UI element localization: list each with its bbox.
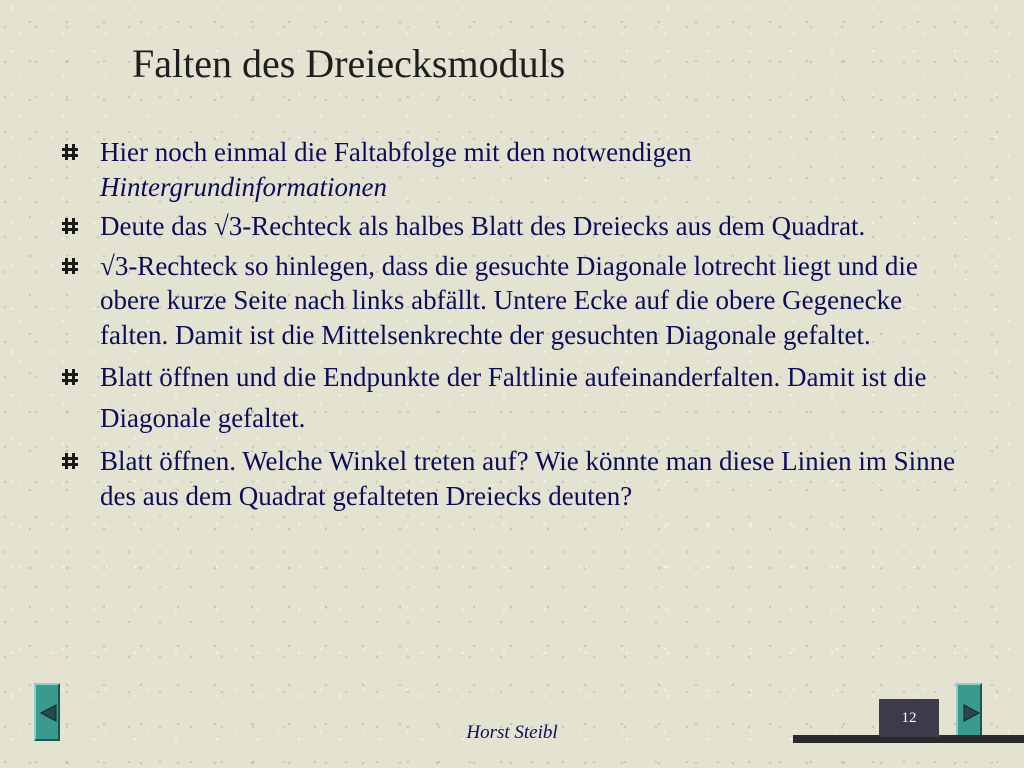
triangle-right-icon	[961, 703, 981, 723]
footer-author: Horst Steibl	[466, 722, 558, 743]
bullet-item-5	[62, 444, 974, 513]
hash-bullet-icon	[62, 369, 78, 385]
bullet-list	[62, 135, 974, 518]
bullet-text-2: Deute das √3-Rechteck als halbes Blatt des Dreiecks aus dem Quadrat.	[100, 211, 866, 241]
page-number: 12	[879, 699, 939, 737]
hash-bullet-icon	[62, 453, 78, 469]
bullet-text-1: Hier noch einmal die Faltabfolge mit den notwendigen	[100, 137, 692, 167]
bullet-emphasis-1: Hintergrundinformationen	[100, 171, 387, 202]
triangle-left-icon	[39, 703, 59, 723]
bullet-item-1	[62, 135, 974, 204]
bullet-item-3	[62, 249, 974, 353]
hash-bullet-icon	[62, 258, 78, 274]
hash-bullet-icon	[62, 218, 78, 234]
bullet-item-2	[62, 209, 974, 244]
bullet-text-3: √3-Rechteck so hinlegen, dass die gesuchte Diagonale lotrecht liegt und die obere kurze Seite nach links abfällt. Untere Ecke auf die obere Gegenecke falten. Damit ist die Mittelsenkrechte der gesuchten Diagonale gefaltet.	[100, 250, 918, 350]
bullet-text-5: Blatt öffnen. Welche Winkel treten auf? Wie könnte man diese Linien im Sinne des aus dem Quadrat gefalteten Dreiecks deuten?	[100, 446, 956, 511]
hash-bullet-icon	[62, 144, 78, 160]
bullet-item-4	[62, 357, 974, 439]
slide-title: Falten des Dreiecksmoduls	[132, 41, 566, 86]
bullet-text-4: Blatt öffnen und die Endpunkte der Faltlinie aufeinanderfalten. Damit ist die Diagonale gefaltet.	[100, 362, 927, 433]
